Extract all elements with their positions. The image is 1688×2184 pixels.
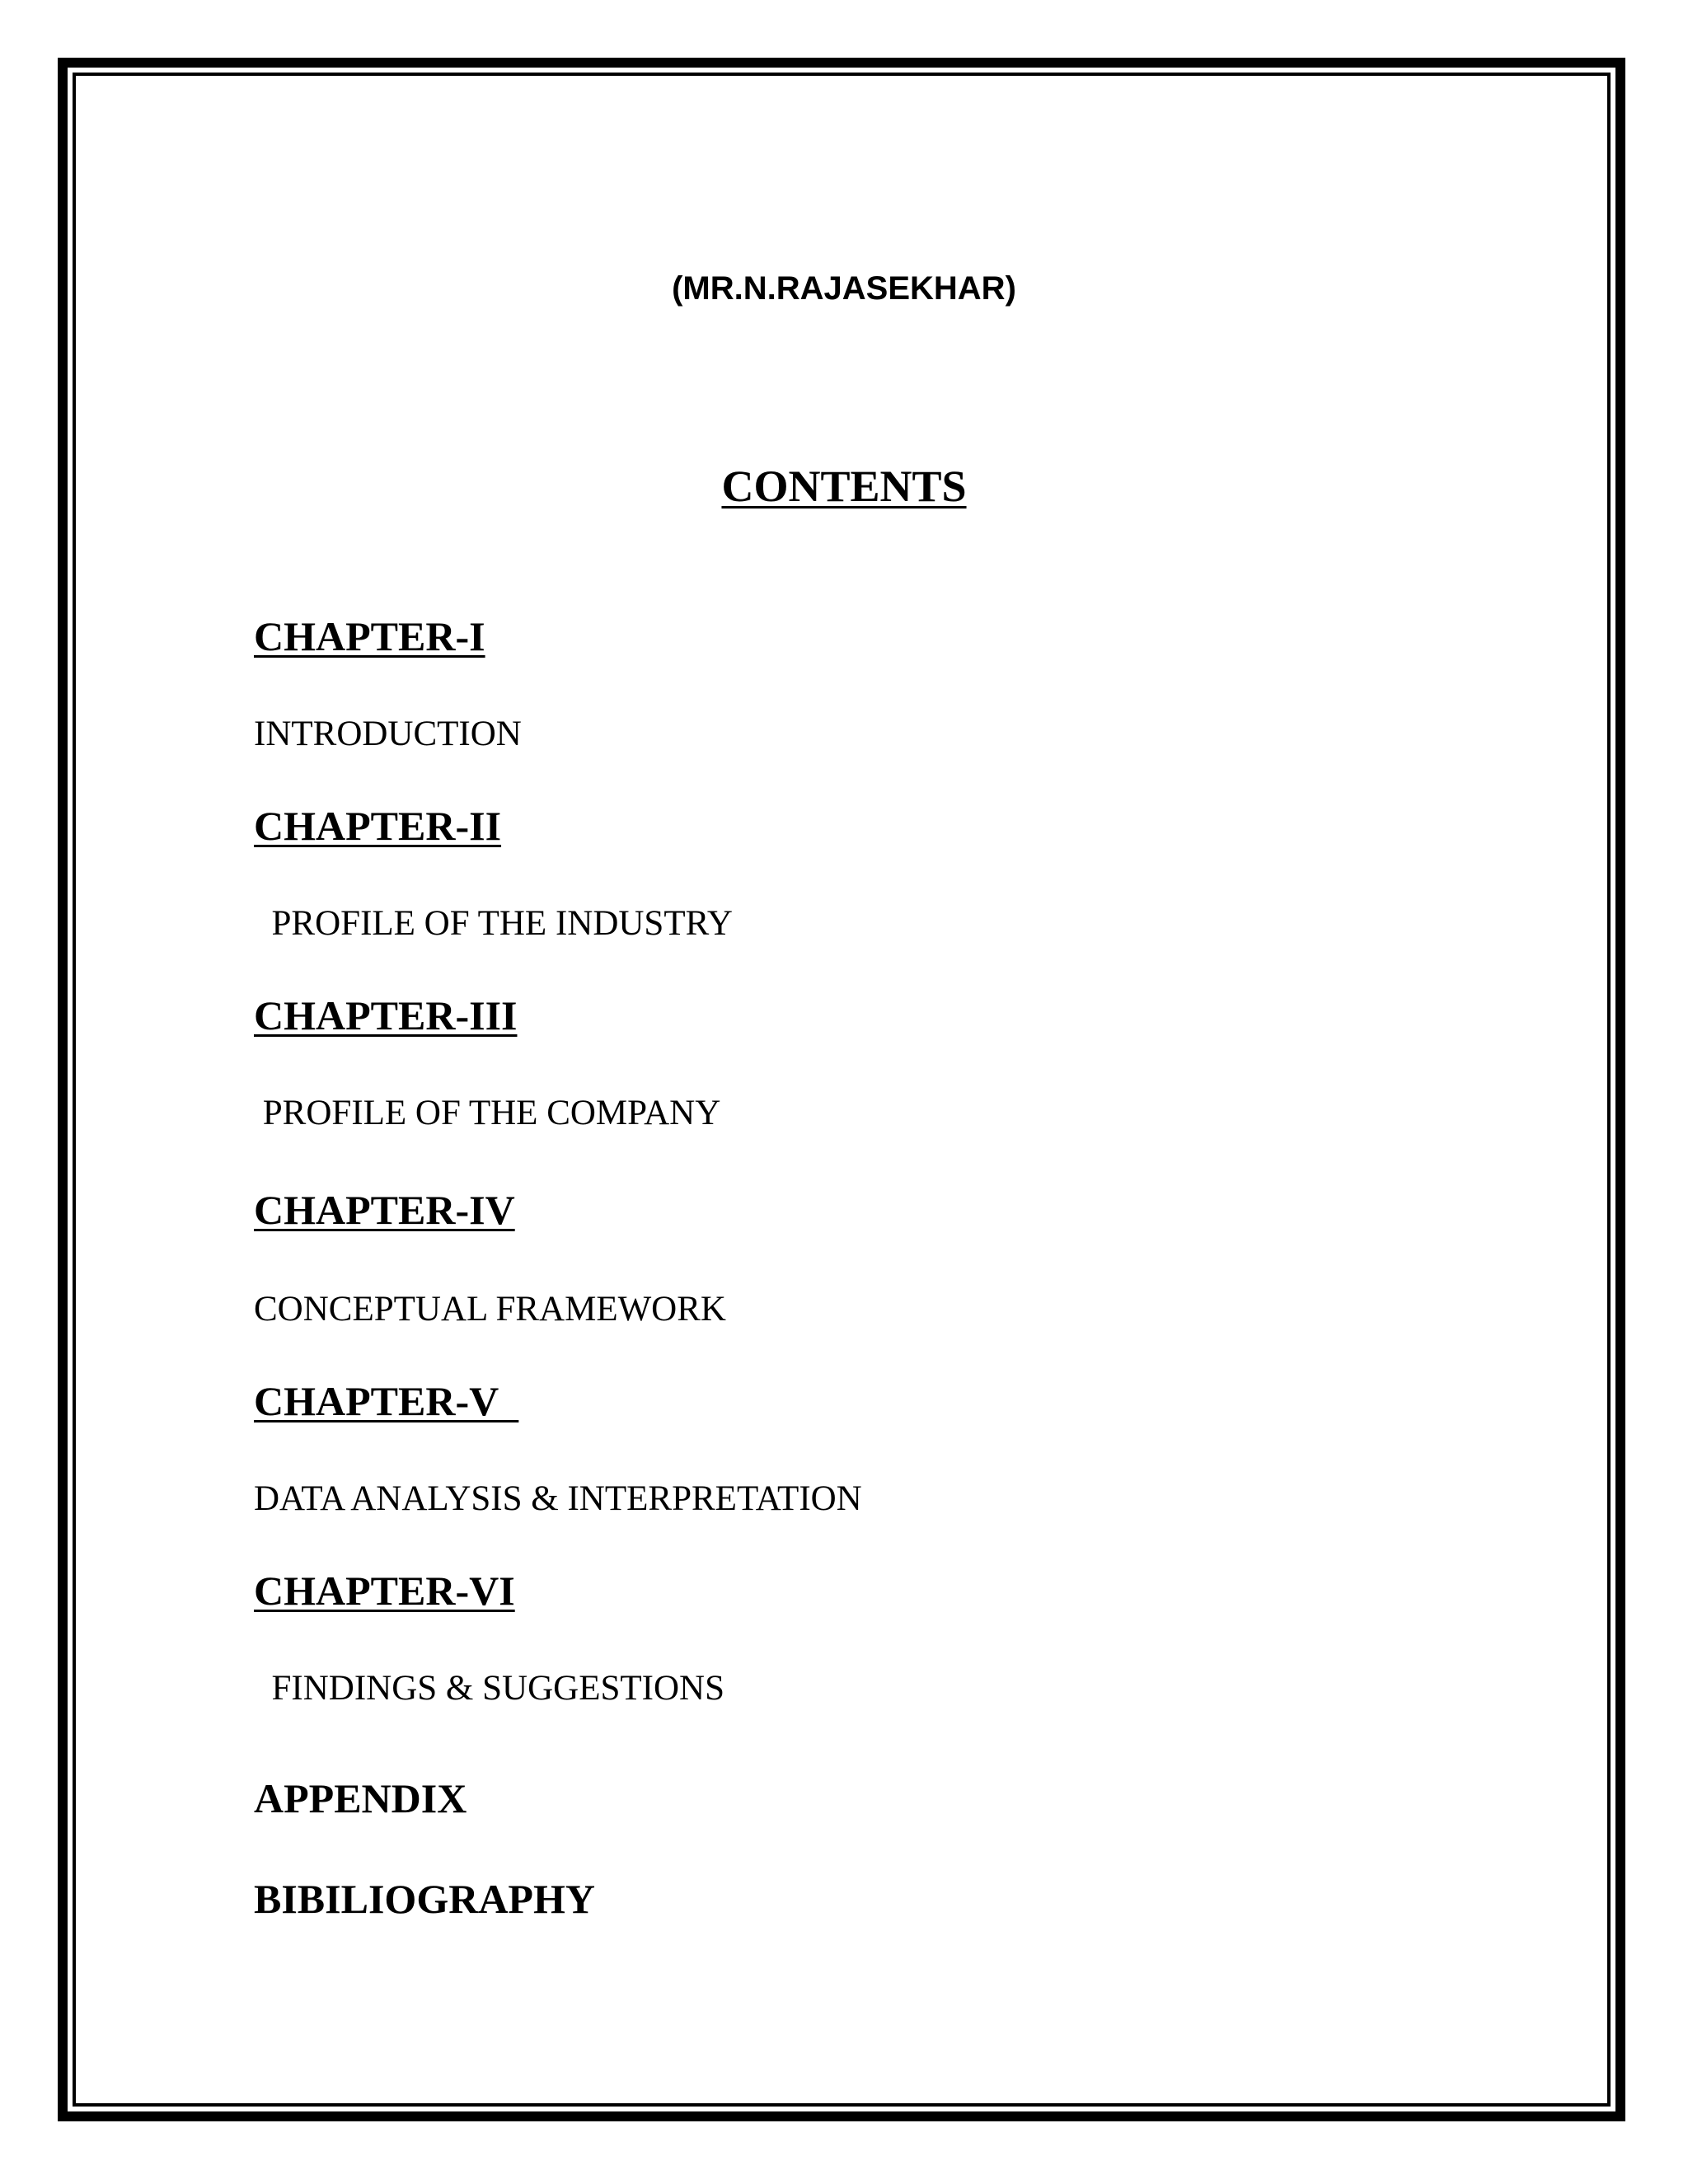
contents-title: CONTENTS — [721, 462, 967, 511]
chapter-1-topic: INTRODUCTION — [254, 715, 522, 753]
chapter-1-heading: CHAPTER-I — [254, 613, 485, 659]
chapter-5-heading: CHAPTER-V — [254, 1378, 519, 1424]
chapter-4-topic: CONCEPTUAL FRAMEWORK — [254, 1290, 726, 1329]
chapter-5-topic: DATA ANALYSIS & INTERPRETATION — [254, 1479, 862, 1518]
chapter-2-heading: CHAPTER-II — [254, 803, 502, 849]
chapter-2-topic: PROFILE OF THE INDUSTRY — [254, 904, 733, 943]
chapter-3-topic: PROFILE OF THE COMPANY — [254, 1094, 721, 1132]
author-name: (MR.N.RAJASEKHAR) — [672, 270, 1016, 307]
chapter-3-heading: CHAPTER-III — [254, 992, 518, 1038]
bibliography-heading: BIBILIOGRAPHY — [254, 1876, 595, 1922]
appendix-heading: APPENDIX — [254, 1775, 467, 1821]
chapter-4-heading: CHAPTER-IV — [254, 1187, 515, 1233]
chapter-6-heading: CHAPTER-VI — [254, 1568, 515, 1614]
chapter-6-topic: FINDINGS & SUGGESTIONS — [254, 1669, 724, 1708]
